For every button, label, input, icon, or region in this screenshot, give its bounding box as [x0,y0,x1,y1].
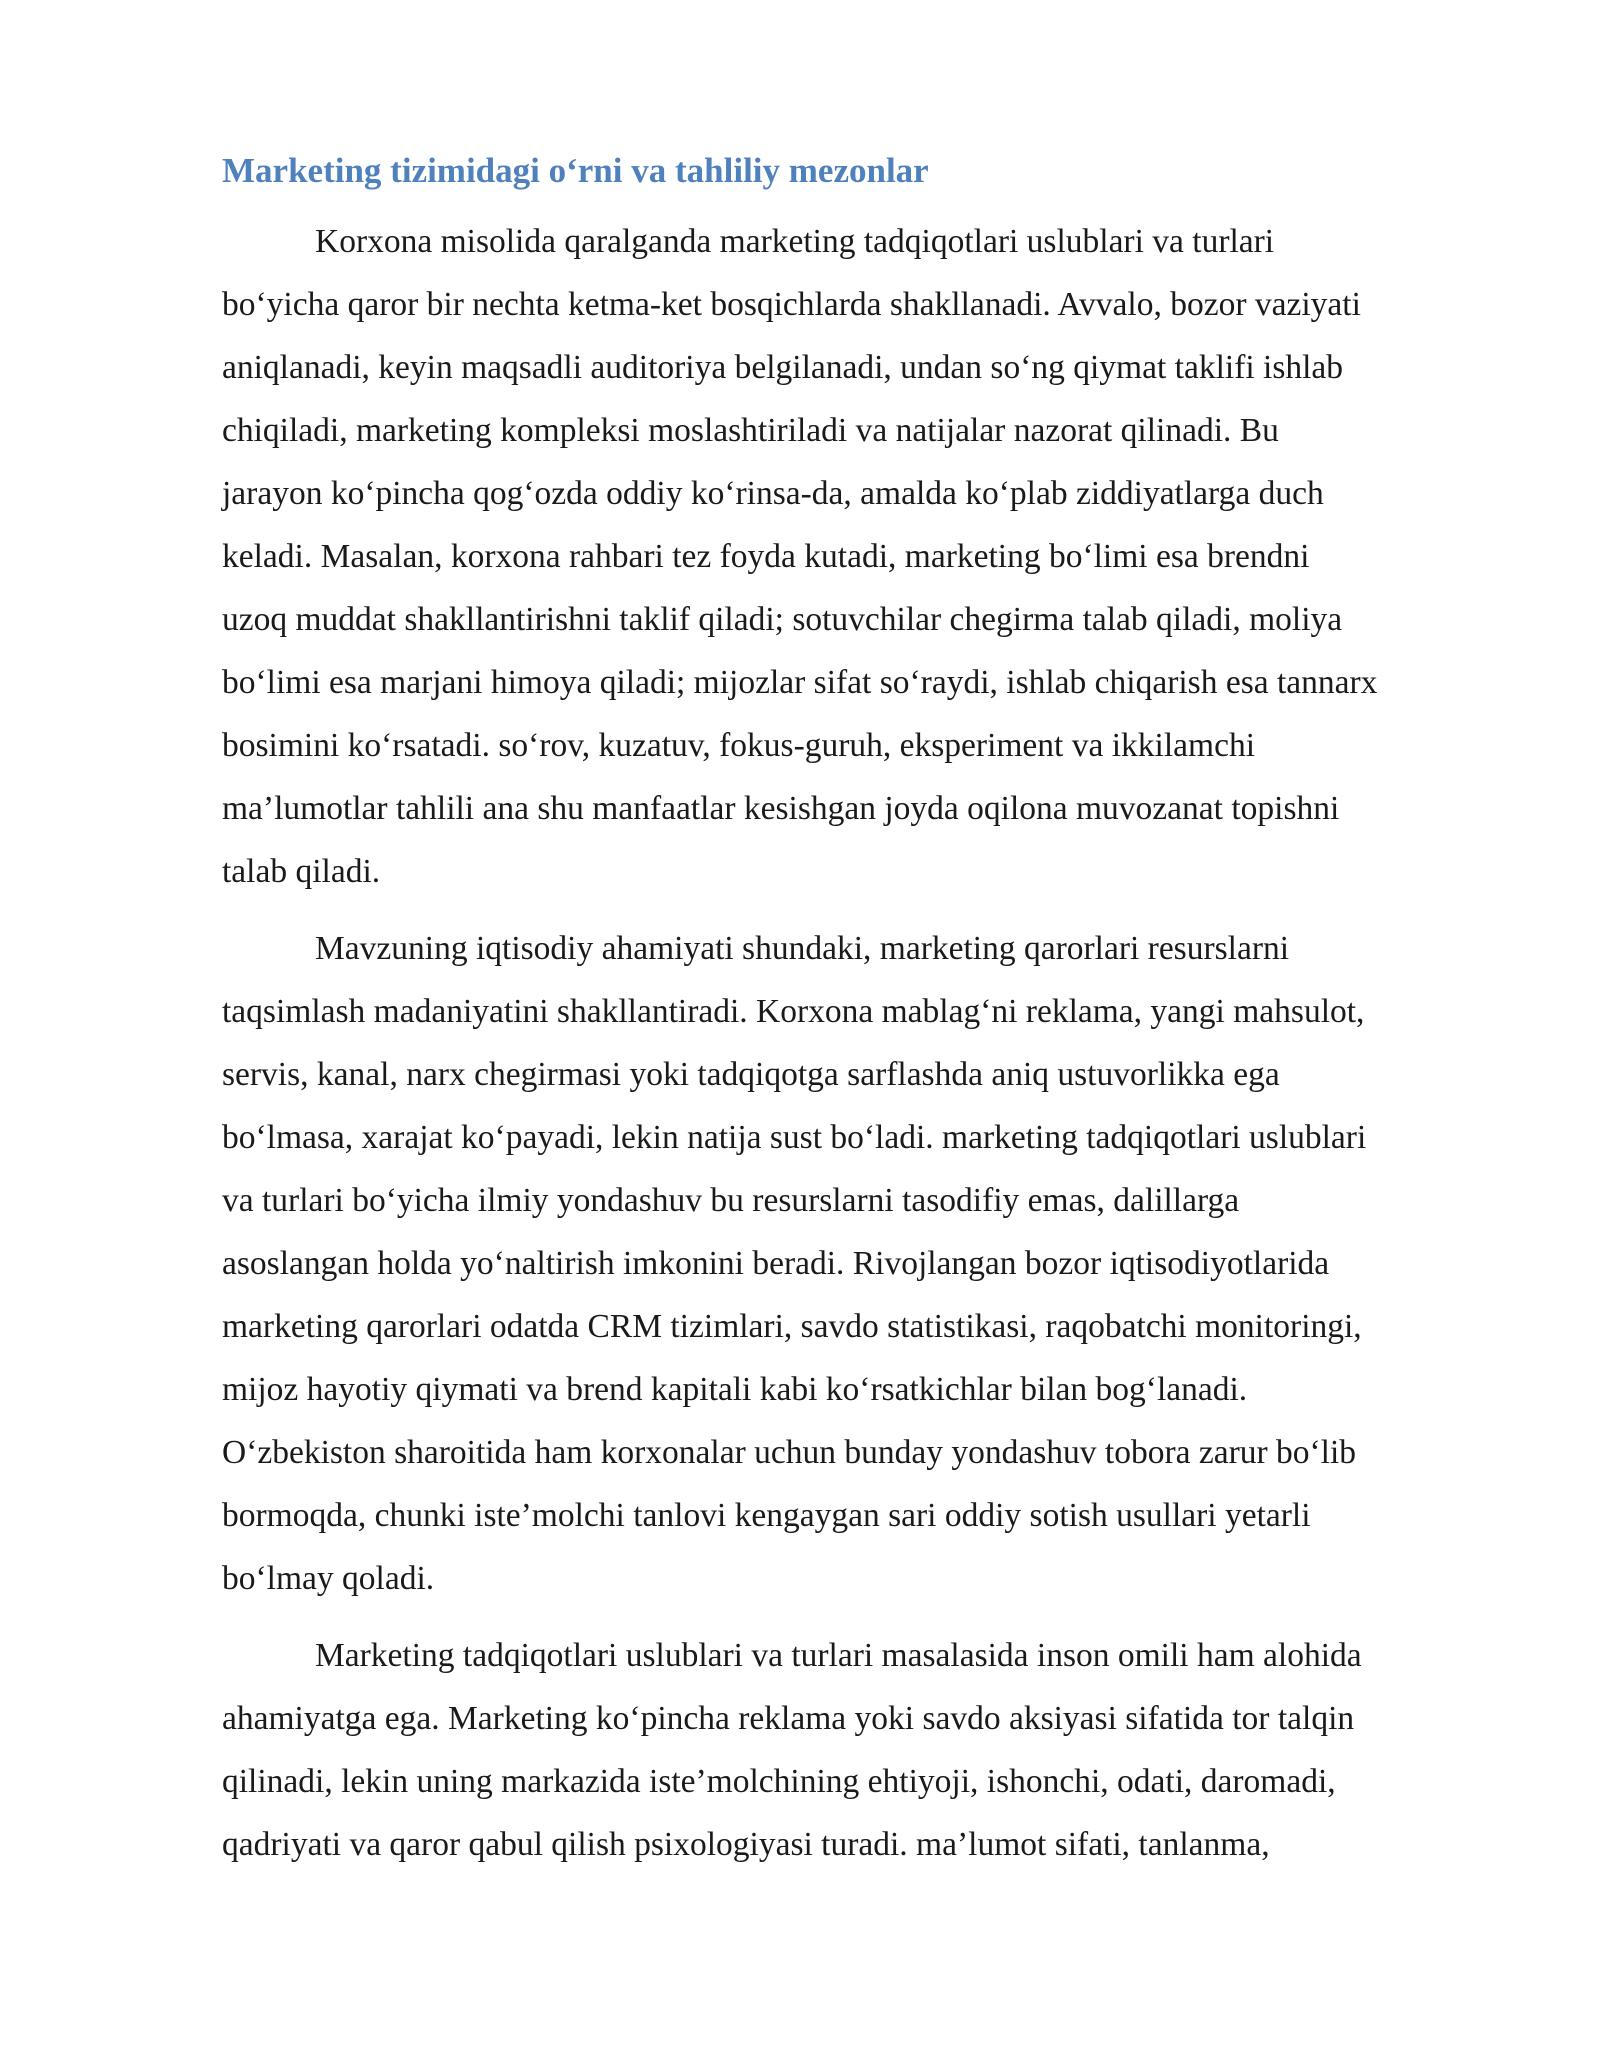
paragraph-2 [222,917,1502,1610]
paragraph-line: chiqiladi, marketing kompleksi moslashtiriladi va natijalar nazorat qilinadi. Bu [222,412,1279,449]
paragraph-line: servis, kanal, narx chegirmasi yoki tadqiqotga sarflashda aniq ustuvorlikka ega [222,1056,1280,1093]
paragraph-line: bo‘lmasa, xarajat ko‘payadi, lekin natija sust bo‘ladi. marketing tadqiqotlari uslublari [222,1119,1367,1156]
paragraph-line: bo‘lmay qoladi. [222,1560,435,1597]
paragraph-line: ahamiyatga ega. Marketing ko‘pincha reklama yoki savdo aksiyasi sifatida tor talqin [222,1700,1355,1737]
paragraph-line: O‘zbekiston sharoitida ham korxonalar uchun bunday yondashuv tobora zarur bo‘lib [222,1434,1357,1471]
paragraph-line: bo‘limi esa marjani himoya qiladi; mijozlar sifat so‘raydi, ishlab chiqarish esa tannarx [222,664,1378,701]
paragraph-line: taqsimlash madaniyatini shakllantiradi. Korxona mablag‘ni reklama, yangi mahsulot, [222,993,1365,1030]
paragraph-1 [222,210,1502,903]
paragraph-line: talab qiladi. [222,853,381,890]
paragraph-line: qadriyati va qaror qabul qilish psixologiyasi turadi. ma’lumot sifati, tanlanma, [222,1826,1270,1863]
section-heading: Marketing tizimidagi o‘rni va tahliliy mezonlar [222,151,929,190]
paragraph-line: bormoqda, chunki iste’molchi tanlovi kengaygan sari oddiy sotish usullari yetarli [222,1497,1311,1534]
paragraph-line: uzoq muddat shakllantirishni taklif qiladi; sotuvchilar chegirma talab qiladi, moliya [222,601,1343,638]
paragraph-line: jarayon ko‘pincha qog‘ozda oddiy ko‘rinsa-da, amalda ko‘plab ziddiyatlarga duch [222,475,1324,512]
paragraph-line: qilinadi, lekin uning markazida iste’molchining ehtiyoji, ishonchi, odati, daromadi, [222,1763,1336,1800]
paragraph-3 [222,1624,1502,1876]
paragraph-line: Marketing tadqiqotlari uslublari va turlari masalasida inson omili ham alohida [315,1637,1362,1674]
paragraph-line: aniqlanadi, keyin maqsadli auditoriya belgilanadi, undan so‘ng qiymat taklifi ishlab [222,349,1344,386]
paragraph-line: va turlari bo‘yicha ilmiy yondashuv bu resurslarni tasodifiy emas, dalillarga [222,1182,1240,1219]
paragraph-line: bo‘yicha qaror bir nechta ketma-ket bosqichlarda shakllanadi. Avvalo, bozor vaziyati [222,286,1361,323]
paragraph-line: keladi. Masalan, korxona rahbari tez foyda kutadi, marketing bo‘limi esa brendni [222,538,1310,575]
paragraph-line: ma’lumotlar tahlili ana shu manfaatlar kesishgan joyda oqilona muvozanat topishni [222,790,1340,827]
paragraph-line: asoslangan holda yo‘naltirish imkonini beradi. Rivojlangan bozor iqtisodiyotlarida [222,1245,1330,1282]
paragraph-line: Mavzuning iqtisodiy ahamiyati shundaki, marketing qarorlari resurslarni [315,930,1290,967]
paragraph-line: mijoz hayotiy qiymati va brend kapitali kabi ko‘rsatkichlar bilan bog‘lanadi. [222,1371,1248,1408]
paragraph-line: marketing qarorlari odatda CRM tizimlari, savdo statistikasi, raqobatchi monitoringi, [222,1308,1362,1345]
paragraph-line: bosimini ko‘rsatadi. so‘rov, kuzatuv, fokus-guruh, eksperiment va ikkilamchi [222,727,1256,764]
document-page [222,147,1502,1890]
paragraph-line: Korxona misolida qaralganda marketing tadqiqotlari uslublari va turlari [315,223,1275,260]
